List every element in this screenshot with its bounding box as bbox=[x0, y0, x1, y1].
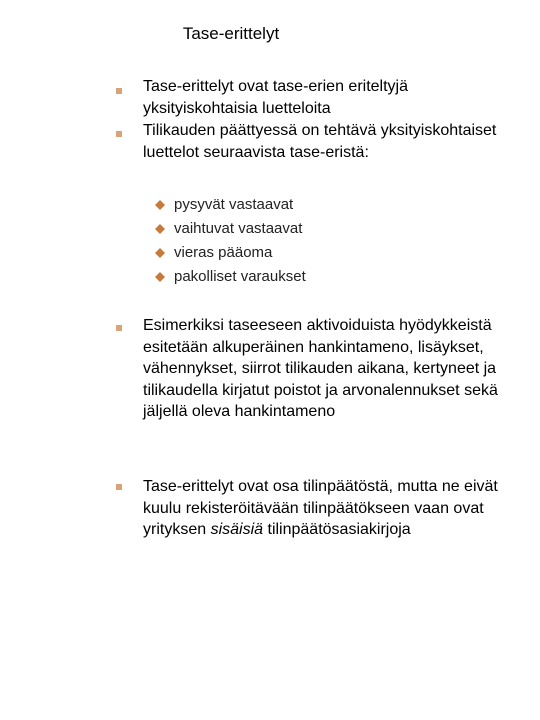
diamond-bullet-icon bbox=[155, 224, 165, 234]
diamond-bullet-icon bbox=[155, 200, 165, 210]
sub-bullet-list bbox=[152, 193, 452, 289]
sub-list-item bbox=[152, 241, 452, 265]
sub-list-item bbox=[152, 265, 452, 289]
bullet-text-3: Esimerkiksi taseeseen aktivoiduista hyödykkeistä esitetään alkuperäinen hankintameno, lisäykset, vähennykset, siirrot tilikauden aikana, kertyneet ja tilikaudella kirjatut poistot ja arvonalennukset sekä jäljellä oleva hankintameno bbox=[143, 317, 498, 421]
diamond-bullet-icon bbox=[155, 248, 165, 258]
diamond-bullet-icon bbox=[155, 272, 165, 282]
bullet-text-4 bbox=[143, 476, 518, 541]
sub-item-label: pakolliset varaukset bbox=[174, 268, 306, 285]
sub-list-item bbox=[152, 193, 452, 217]
square-bullet-icon bbox=[116, 131, 122, 137]
sub-item-label: vaihtuvat vastaavat bbox=[174, 220, 303, 237]
sub-list-item bbox=[152, 217, 452, 241]
page-title: Tase-erittelyt bbox=[182, 24, 280, 43]
square-bullet-icon bbox=[116, 88, 122, 94]
square-bullet-icon bbox=[116, 484, 122, 490]
sub-item-label: pysyvät vastaavat bbox=[174, 196, 294, 213]
bullet-text-4-part-1: Tase-erittelyt ovat osa tilinpäätöstä, mutta ne eivät kuulu rekisteröitävään tilinpäätökseen vaan ovat yrityksen bbox=[143, 478, 498, 539]
square-bullet-icon bbox=[116, 325, 122, 331]
emphasis-text: sisäisiä bbox=[210, 521, 264, 539]
bullet-text-4-part-2: tilinpäätösasiakirjoja bbox=[263, 521, 411, 539]
bullet-text-1: Tase-erittelyt ovat tase-erien eriteltyjä yksityiskohtaisia luetteloita bbox=[143, 78, 408, 117]
bullet-text-2: Tilikauden päättyessä on tehtävä yksityiskohtaiset luettelot seuraavista tase-eristä: bbox=[143, 122, 497, 161]
sub-item-label: vieras pääoma bbox=[174, 244, 273, 261]
